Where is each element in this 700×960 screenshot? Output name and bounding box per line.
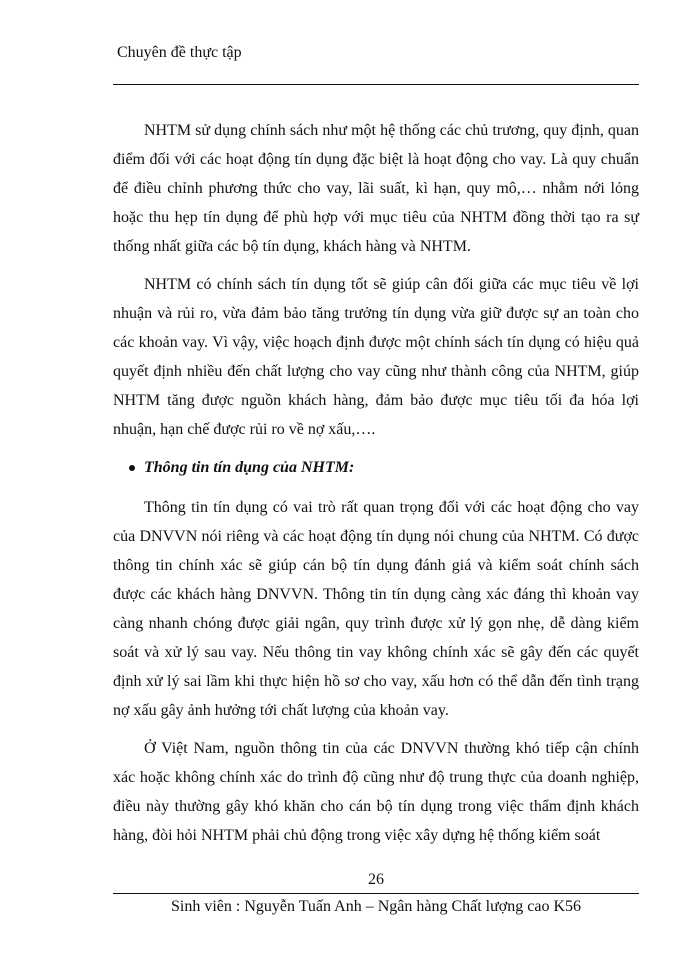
page-footer-text: Sinh viên : Nguyễn Tuấn Anh – Ngân hàng Chất lượng cao K56: [171, 898, 581, 915]
document-body: [113, 116, 639, 859]
section-heading-text: Thông tin tín dụng của NHTM:: [144, 459, 355, 476]
paragraph-credit-policy-benefits: NHTM có chính sách tín dụng tốt sẽ giúp cân đối giữa các mục tiêu về lợi nhuận và rủi ro, vừa đảm bảo tăng trưởng tín dụng vừa giữ được sự an toàn cho các khoản vay. Vì vậy, việc hoạch định được một chính sách tín dụng có hiệu quả quyết định nhiều đến chất lượng cho vay cũng như thành công của NHTM, giúp NHTM tăng được nguồn khách hàng, đảm bảo được mục tiêu tối đa hóa lợi nhuận, hạn chế được rủi ro về nợ xấu,….: [113, 276, 639, 438]
bullet-icon: [129, 465, 135, 471]
page-number: 26: [368, 871, 384, 888]
paragraph-credit-info-role: Thông tin tín dụng có vai trò rất quan trọng đối với các hoạt động cho vay của DNVVN nói riêng và các hoạt động tín dụng nói chung của NHTM. Có được thông tin chính xác sẽ giúp cán bộ tín dụng đánh giá và kiểm soát chính sách được các khách hàng DNVVN. Thông tin tín dụng càng xác đáng thì khoản vay càng nhanh chóng được giải ngân, quy trình được xử lý gọn nhẹ, dễ dàng kiểm soát và xử lý sau vay. Nếu thông tin vay không chính xác sẽ gây đến các quyết định xử lý sai lầm khi thực hiện hồ sơ cho vay, xấu hơn có thể dẫn đến tình trạng nợ xấu gây ảnh hưởng tới chất lượng của khoản vay.: [113, 499, 639, 719]
paragraph-credit-info-vietnam: Ở Việt Nam, nguồn thông tin của các DNVVN thường khó tiếp cận chính xác hoặc không chính xác do trình độ cũng như độ trung thực của doanh nghiệp, điều này thường gây khó khăn cho cán bộ tín dụng trong việc thẩm định khách hàng, đòi hỏi NHTM phải chủ động trong việc xây dựng hệ thống kiểm soát: [113, 740, 639, 844]
paragraph-credit-policy-role: NHTM sử dụng chính sách như một hệ thống các chủ trương, quy định, quan điểm đối với các hoạt động tín dụng đặc biệt là hoạt động cho vay. Là quy chuẩn để điều chỉnh phương thức cho vay, lãi suất, kì hạn, quy mô,… nhằm nới lỏng hoặc thu hẹp tín dụng để phù hợp với mục tiêu của NHTM đồng thời tạo ra sự thống nhất giữa các bộ tín dụng, khách hàng và NHTM.: [113, 122, 639, 255]
section-heading-credit-info: [113, 453, 639, 482]
header-divider: [113, 84, 639, 85]
page-header-title: Chuyên đề thực tập: [117, 44, 242, 61]
footer-divider: [113, 893, 639, 894]
